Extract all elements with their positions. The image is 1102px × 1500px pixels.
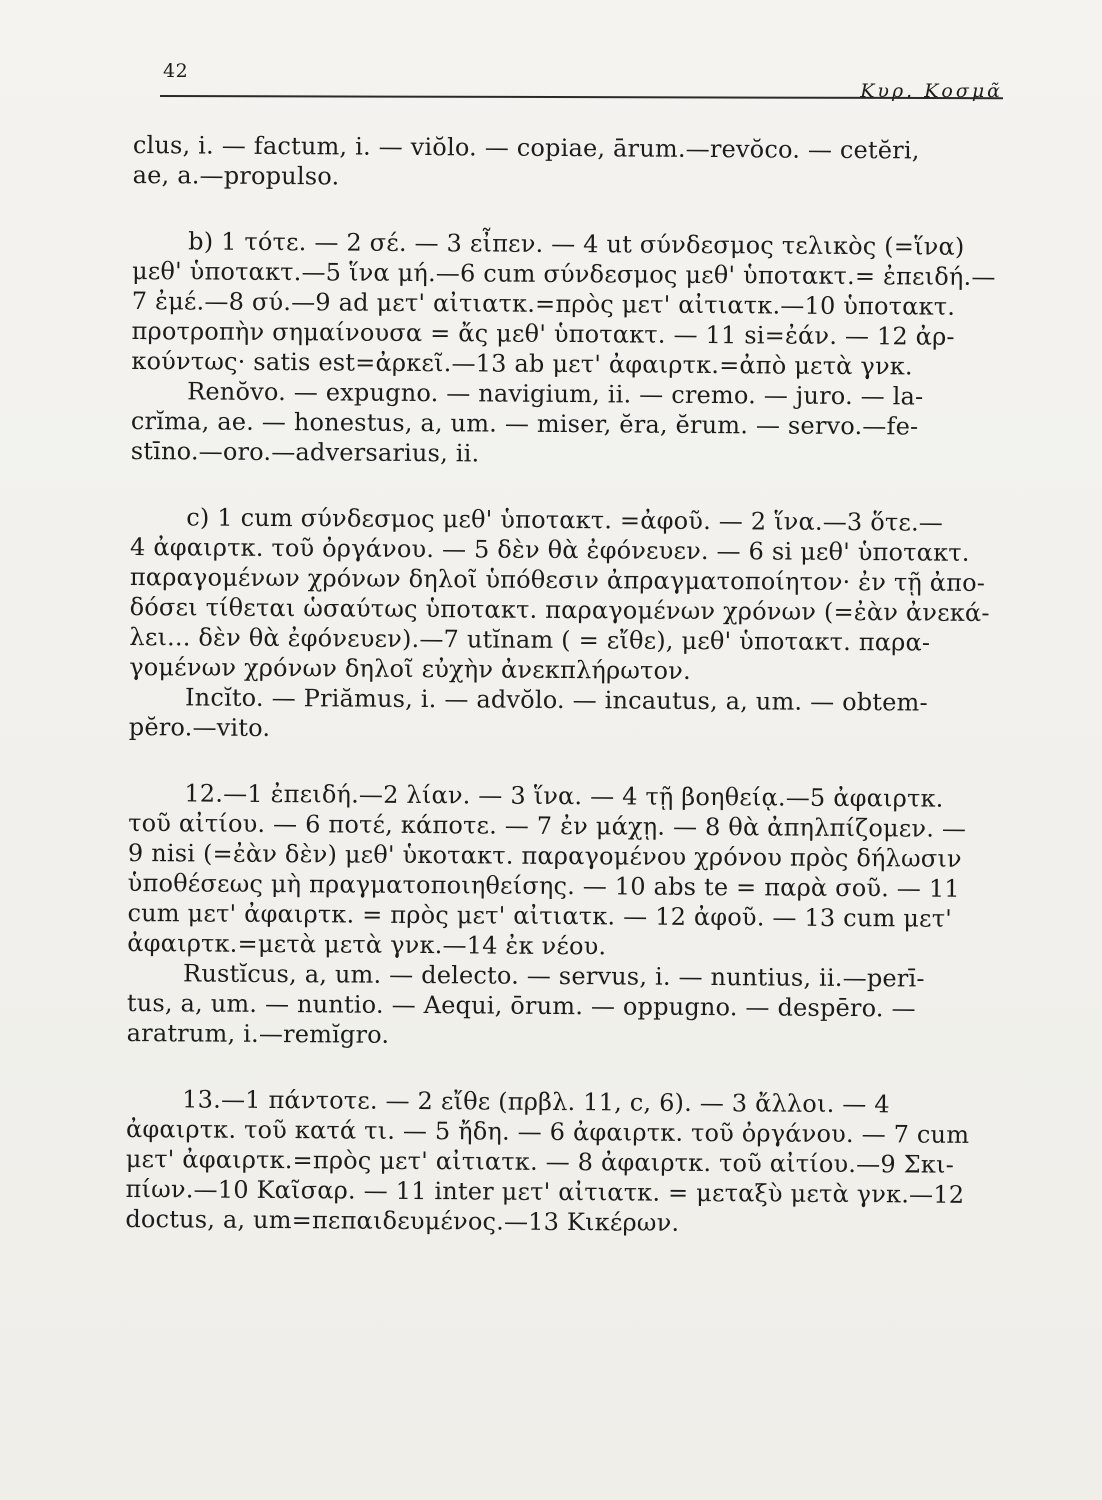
text-line: μετ' ἀφαιρτκ.=πρὸς μετ' αἰτιατκ. — 8 ἀφαιρτκ. τοῦ αἰτίου.—9 Σκι- — [125, 1144, 955, 1179]
text-line: γομένων χρόνων δηλοῖ εὐχὴν ἀνεκπλήρωτον. — [129, 652, 691, 685]
text-line: 12.—1 ἐπειδή.—2 λίαν. — 3 ἵνα. — 4 τῇ βοηθείᾳ.—5 ἀφαιρτκ. — [184, 779, 944, 813]
text-line: crĭma, ae. — honestus, a, um. — miser, ĕra, ĕrum. — servo.—fe- — [130, 406, 919, 441]
section-12 — [127, 778, 988, 964]
text-line: λει... δὲν θὰ ἐφόνευεν).—7 utĭnam ( = εἴθε), μεθ' ὑποτακτ. παρα- — [129, 622, 931, 657]
text-line: ὑποθέσεως μὴ πραγματοποιηθείσης. — 10 abs te = παρὰ σοῦ. — 11 — [127, 868, 960, 903]
text-line: Renŏvo. — expugno. — navigium, ii. — cremo. — juro. — la- — [187, 377, 924, 411]
text-line: 13.—1 πάντοτε. — 2 εἴθε (πρβλ. 11, c, 6). — 3 ἄλλοι. — 4 — [182, 1085, 890, 1119]
page-number: 42 — [163, 60, 189, 82]
text-line: ae, a.—propulso. — [132, 160, 340, 191]
paragraph-continuation — [133, 130, 993, 196]
text-line: 9 nisi (=ἐὰν δὲν) μεθ' ὑκοτακτ. παραγομένου χρόνου πρὸς δήλωσιν — [127, 838, 962, 873]
text-line: μεθ' ὑποτακτ.—5 ἵνα μή.—6 cum σύνδεσμος μεθ' ὑποτακτ.= ἐπειδή.— — [131, 256, 996, 292]
text-line: προτροπὴν σημαίνουσα = ἄς μεθ' ὑποτακτ. — 11 si=ἐάν. — 12 ἀρ- — [131, 316, 955, 351]
page-header — [133, 52, 1003, 100]
vocabulary-b — [131, 376, 992, 472]
text-line: clus, i. — factum, i. — viŏlo. — copiae, ārum.—revŏco. — cetĕri, — [132, 130, 920, 165]
text-line: Incĭto. — Priămus, i. — advŏlo. — incautus, a, um. — obtem- — [184, 683, 928, 717]
text-line: ἀφαιρτκ.=μετὰ μετὰ γνκ.—14 ἐκ νέου. — [127, 928, 607, 961]
running-head: Κυρ. Κοσμᾶ — [860, 80, 1003, 102]
text-line: c) 1 cum σύνδεσμος μεθ' ὑποτακτ. =ἀφοῦ. — 2 ἵνα.—3 ὅτε.— — [186, 503, 944, 537]
text-line: pĕro.—vito. — [128, 712, 271, 742]
text-line: tus, a, um. — nuntio. — Aequi, ōrum. — oppugno. — despēro. — — [126, 988, 916, 1023]
text-line: δόσει τίθεται ὡσαύτως ὑποτακτ. παραγομένων χρόνων (=ἐὰν ἀνεκά- — [129, 592, 990, 627]
text-line: τοῦ αἰτίου. — 6 ποτέ, κάποτε. — 7 ἐν μάχῃ. — 8 θὰ ἀπηλπίζομεν. — — [128, 808, 967, 843]
text-line: παραγομένων χρόνων δηλοῖ ὑπόθεσιν ἀπραγματοποίητον· ἐν τῇ ἀπο- — [129, 562, 986, 597]
text-line: κούντως· satis est=ἀρκεῖ.—13 ab μετ' ἀφαιρτκ.=ἀπὸ μετὰ γνκ. — [131, 346, 913, 381]
section-b — [131, 226, 996, 382]
text-line: 4 ἀφαιρτκ. τοῦ ὀργάνου. — 5 δὲν θὰ ἐφόνευεν. — 6 si μεθ' ὑποτακτ. — [129, 532, 970, 567]
text-line: ἀφαιρτκ. τοῦ κατά τι. — 5 ἤδη. — 6 ἀφαιρτκ. τοῦ ὀργάνου. — 7 cum — [125, 1114, 970, 1149]
section-c — [129, 502, 990, 688]
text-line: 7 ἐμέ.—8 σύ.—9 ad μετ' αἰτιατκ.=πρὸς μετ' αἰτιατκ.—10 ὑποτακτ. — [131, 286, 956, 321]
text-line: doctus, a, um=πεπαιδευμένος.—13 Κικέρων. — [125, 1204, 680, 1237]
section-13 — [125, 1084, 986, 1240]
text-line: Rustĭcus, a, um. — delecto. — servus, i. — nuntius, ii.—perī- — [183, 959, 925, 993]
vocabulary-12 — [127, 958, 988, 1054]
vocabulary-c — [129, 682, 989, 748]
text-line: cum μετ' ἀφαιρτκ. = πρὸς μετ' αἰτιατκ. — 12 ἀφοῦ. — 13 cum μετ' — [127, 898, 953, 933]
body-text — [125, 130, 996, 1240]
text-line: πίων.—10 Καῖσαρ. — 11 inter μετ' αἰτιατκ. = μεταξὺ μετὰ γνκ.—12 — [125, 1174, 965, 1209]
text-line: b) 1 τότε. — 2 σέ. — 3 εἶπεν. — 4 ut σύνδεσμος τελικὸς (=ἵνα) — [188, 227, 965, 261]
text-line: aratrum, i.—remĭgro. — [126, 1018, 390, 1049]
text-line: stīno.—oro.—adversarius, ii. — [130, 436, 480, 468]
